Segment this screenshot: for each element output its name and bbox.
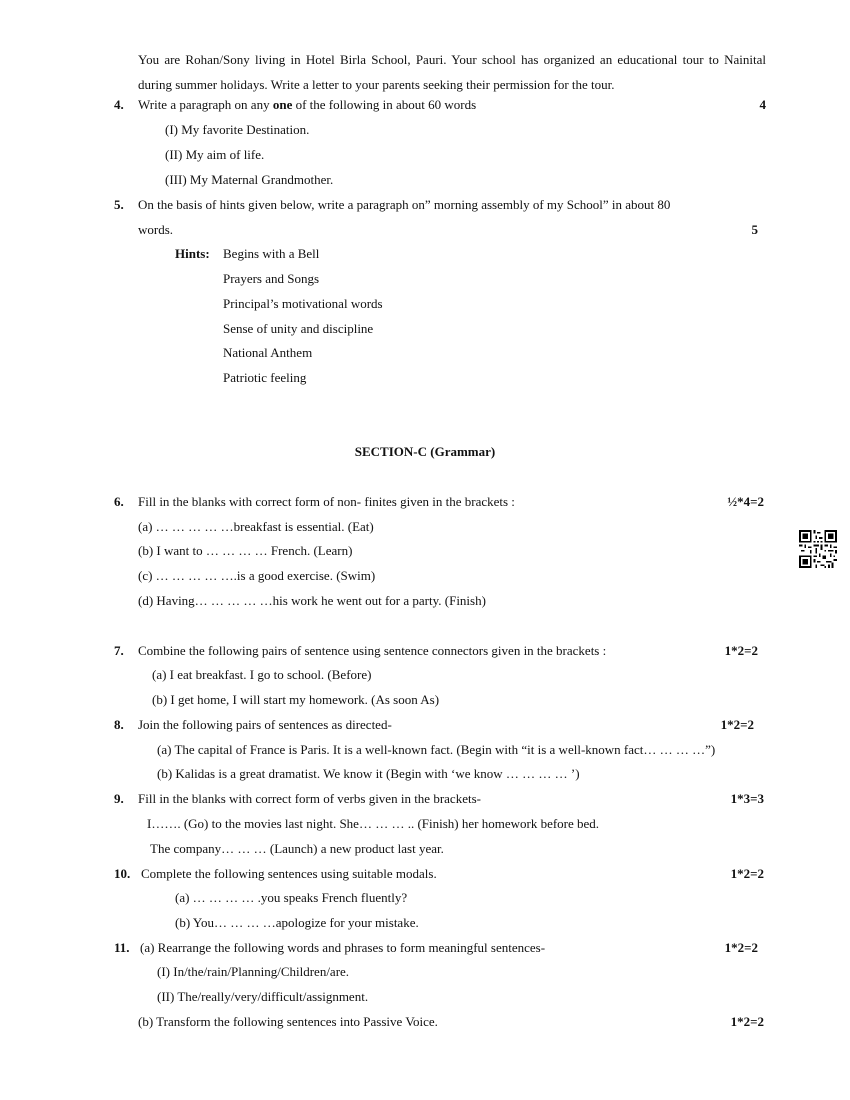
q4-number: 4.	[114, 97, 124, 112]
q4-text-c: of the following in about 60 words	[292, 97, 477, 112]
q5-marks: 5	[751, 222, 758, 237]
q6-number: 6.	[114, 494, 124, 509]
q8-marks: 1*2=2	[720, 717, 754, 732]
q9-item: The company… … … (Launch) a new product last year.	[150, 841, 444, 856]
q11-item: (II) The/really/very/difficult/assignment.	[157, 989, 369, 1004]
q4-option: (III) My Maternal Grandmother.	[165, 172, 334, 187]
q7-item: (b) I get home, I will start my homework. (As soon As)	[152, 692, 440, 707]
q10-text: Complete the following sentences using suitable modals.	[141, 866, 437, 881]
q6-marks: ½*4=2	[727, 494, 764, 509]
q8-text: Join the following pairs of sentences as directed-	[138, 717, 392, 732]
q9-number: 9.	[114, 791, 124, 806]
q7-item: (a) I eat breakfast. I go to school. (Before)	[152, 667, 372, 682]
hint-item: Principal’s motivational words	[223, 296, 383, 311]
q11-number: 11.	[114, 940, 130, 955]
hint-item: Patriotic feeling	[223, 370, 307, 385]
q6-item: (b) I want to … … … … French. (Learn)	[138, 543, 353, 558]
q4-option: (II) My aim of life.	[165, 147, 265, 162]
q6-item: (a) … … … … …breakfast is essential. (Eat)	[138, 519, 374, 534]
q4-option: (I) My favorite Destination.	[165, 122, 310, 137]
hints-label: Hints:	[175, 246, 210, 261]
hint-item: Prayers and Songs	[223, 271, 320, 286]
q5-text-line2: words.	[138, 222, 174, 237]
q7-number: 7.	[114, 643, 124, 658]
letter-question-text: You are Rohan/Sony living in Hotel Birla School, Pauri. Your school has organized an educational tour to Nainital during summer holidays. Write a letter to your parents seeking their permission for the tour.	[138, 52, 766, 92]
q4-marks: 4	[759, 97, 766, 112]
q4-text-emphasis: one	[272, 97, 293, 112]
q9-marks: 1*3=3	[730, 791, 764, 806]
q9-item: I……. (Go) to the movies last night. She… … … .. (Finish) her homework before bed.	[147, 816, 600, 831]
hint-item: Begins with a Bell	[223, 246, 320, 261]
section-heading: SECTION-C (Grammar)	[354, 444, 496, 459]
q8-number: 8.	[114, 717, 124, 732]
q8-item: (b) Kalidas is a great dramatist. We know it (Begin with ‘we know … … … … ’)	[157, 766, 580, 781]
q4-text-a: Write a paragraph on any	[138, 97, 273, 112]
q9-text: Fill in the blanks with correct form of verbs given in the brackets-	[138, 791, 481, 806]
q7-marks: 1*2=2	[724, 643, 758, 658]
q6-item: (d) Having… … … … …his work he went out for a party. (Finish)	[138, 593, 486, 608]
q10-marks: 1*2=2	[730, 866, 764, 881]
q10-item: (a) … … … … .you speaks French fluently?	[175, 890, 408, 905]
q7-text: Combine the following pairs of sentence using sentence connectors given in the brackets :	[138, 643, 607, 658]
q8-item: (a) The capital of France is Paris. It is a well-known fact. (Begin with “it is a well-known fact… … … …”)	[157, 742, 716, 757]
qr-code-icon	[799, 530, 837, 568]
q11-part-b-marks: 1*2=2	[730, 1014, 764, 1029]
q11-part-b: (b) Transform the following sentences into Passive Voice.	[138, 1014, 438, 1029]
q5-number: 5.	[114, 197, 124, 212]
q6-text: Fill in the blanks with correct form of non- finites given in the brackets :	[138, 494, 515, 509]
q5-text-line1: On the basis of hints given below, write a paragraph on” morning assembly of my School” in about 80	[138, 197, 671, 212]
hint-item: National Anthem	[223, 345, 313, 360]
q11-text: (a) Rearrange the following words and phrases to form meaningful sentences-	[140, 940, 546, 955]
q10-item: (b) You… … … …apologize for your mistake.	[175, 915, 419, 930]
q10-number: 10.	[114, 866, 131, 881]
q11-marks: 1*2=2	[724, 940, 758, 955]
q11-item: (I) In/the/rain/Planning/Children/are.	[157, 964, 350, 979]
hint-item: Sense of unity and discipline	[223, 321, 374, 336]
q4-text	[138, 97, 476, 113]
q6-item: (c) … … … … ….is a good exercise. (Swim)	[138, 568, 376, 583]
